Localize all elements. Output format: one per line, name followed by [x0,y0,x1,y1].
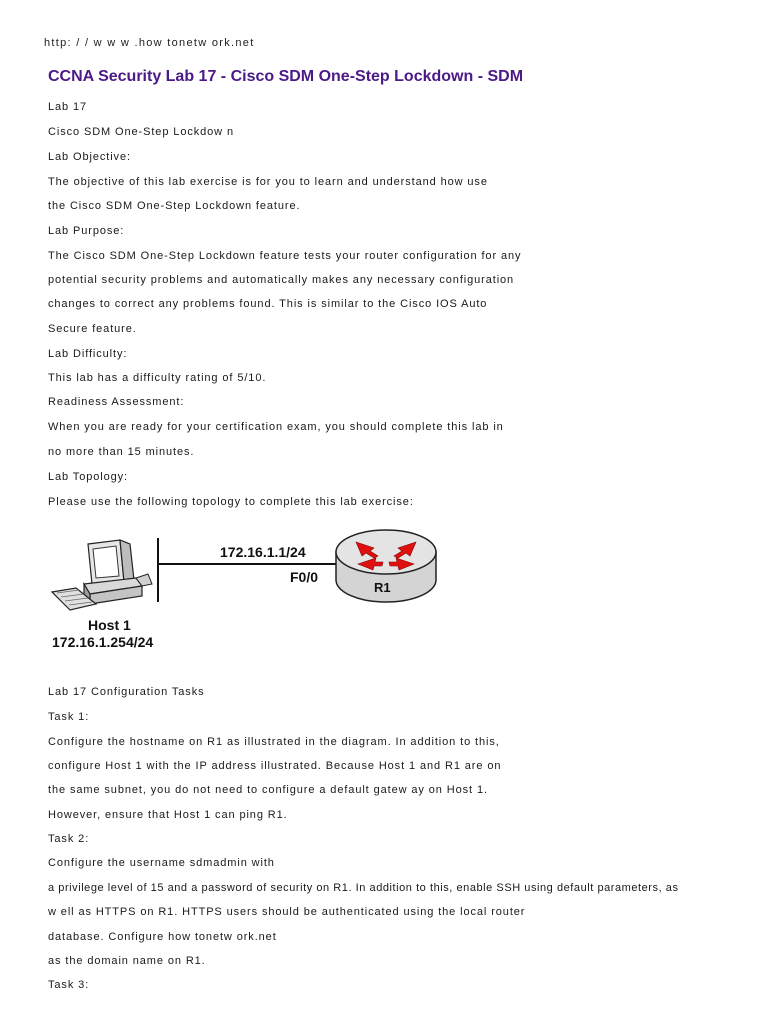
text-line: When you are ready for your certification exam, you should complete this lab in [48,421,504,433]
router-ip-label: 172.16.1.1/24 [220,544,306,560]
text-line: This lab has a difficulty rating of 5/10. [48,372,267,384]
text-line: Configure the hostname on R1 as illustrated in the diagram. In addition to this, [48,736,500,748]
text-line: Readiness Assessment: [48,396,185,408]
text-line: a privilege level of 15 and a password of security on R1. In addition to this, enable SSH using default parameters, as [48,882,679,894]
text-line: changes to correct any problems found. This is similar to the Cisco IOS Auto [48,298,488,310]
page-url-header: http: / / w w w .how tonetw ork.net [44,37,255,49]
text-line: Task 2: [48,833,90,845]
router-name-label: R1 [374,580,391,595]
text-line: Task 3: [48,979,90,991]
host-name-label: Host 1 [88,617,131,633]
text-line: w ell as HTTPS on R1. HTTPS users should be authenticated using the local router [48,906,526,918]
text-line: the Cisco SDM One-Step Lockdown feature. [48,200,301,212]
text-line: no more than 15 minutes. [48,446,195,458]
host-computer-icon [52,540,152,610]
page-title: CCNA Security Lab 17 - Cisco SDM One-Step Lockdown - SDM [48,68,524,85]
text-line: Please use the following topology to complete this lab exercise: [48,496,414,508]
text-line: Task 1: [48,711,90,723]
text-line: Lab Objective: [48,151,131,163]
text-line: Lab Topology: [48,471,128,483]
text-line: Configure the username sdmadmin with [48,857,275,869]
text-line: Cisco SDM One-Step Lockdow n [48,126,234,138]
text-line: The Cisco SDM One-Step Lockdown feature tests your router configuration for any [48,250,522,262]
text-line: database. Configure how tonetw ork.net [48,931,277,943]
text-line: Lab Difficulty: [48,348,128,360]
router-interface-label: F0/0 [290,569,319,585]
text-line: Lab 17 [48,101,88,113]
text-line: as the domain name on R1. [48,955,206,967]
text-line: The objective of this lab exercise is for you to learn and understand how use [48,176,488,188]
text-line: Lab Purpose: [48,225,125,237]
text-line: Secure feature. [48,323,137,335]
text-line: configure Host 1 with the IP address illustrated. Because Host 1 and R1 are on [48,760,502,772]
text-line: the same subnet, you do not need to configure a default gatew ay on Host 1. [48,784,488,796]
host-ip-label: 172.16.1.254/24 [52,634,154,650]
text-line: potential security problems and automatically makes any necessary configuration [48,274,515,286]
text-line: However, ensure that Host 1 can ping R1. [48,809,288,821]
topology-diagram [44,524,454,654]
text-line: Lab 17 Configuration Tasks [48,686,205,698]
